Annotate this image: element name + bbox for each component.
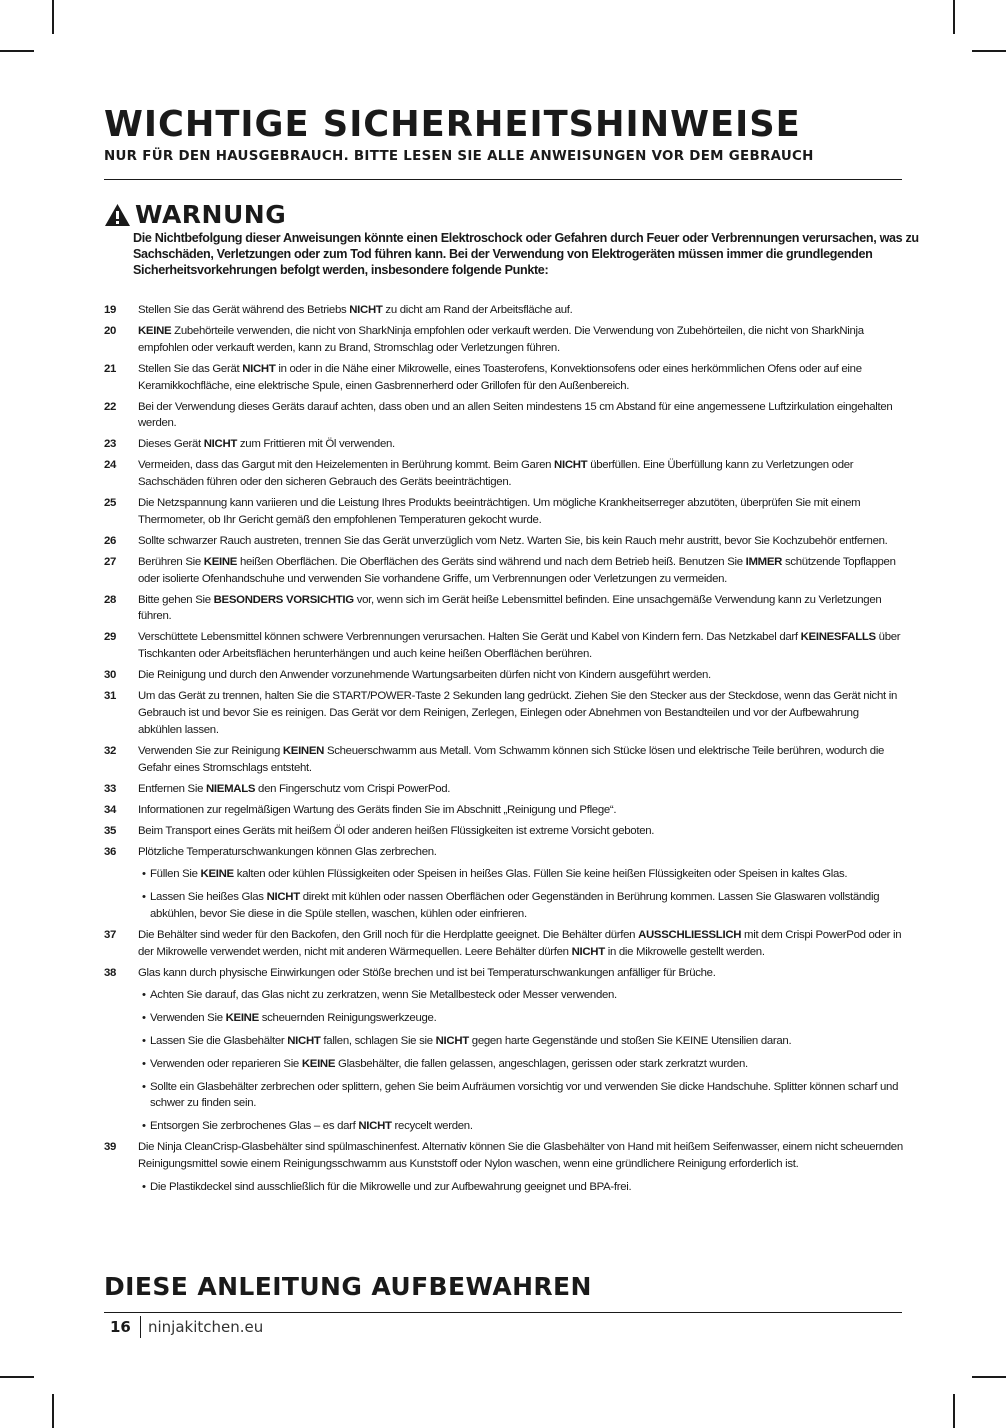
item-text: Sollte schwarzer Rauch austreten, trennen Sie das Gerät unverzüglich vom Netz. Warten Sie, bis kein Rauch mehr austritt, bevor Sie Kochzubehör entfernen.: [138, 534, 888, 547]
emphasis-text: KEINE: [200, 868, 234, 881]
item-number: 28: [104, 593, 117, 606]
bullet-dot-icon: •: [142, 1057, 146, 1070]
item-number: 24: [104, 459, 117, 472]
item-number: 27: [104, 555, 117, 568]
emphasis-text: NICHT: [435, 1035, 469, 1048]
bullet-dot-icon: •: [142, 1080, 146, 1093]
item-number: 31: [104, 690, 117, 703]
item-number: 26: [104, 534, 117, 547]
bullet-item: • Verwenden oder reparieren Sie KEINE Glasbehälter, die fallen gelassen, angeschlagen, gerissen oder stark zerkratzt wurden.: [138, 1056, 904, 1073]
emphasis-text: KEINE: [203, 555, 238, 568]
item-text: Informationen zur regelmäßigen Wartung des Geräts finden Sie im Abschnitt „Reinigung und Pflege“.: [138, 803, 617, 816]
header-divider: [104, 179, 902, 180]
list-item: [104, 823, 904, 840]
item-number: 21: [104, 362, 117, 375]
bullet-dot-icon: •: [142, 989, 146, 1002]
bullet-dot-icon: •: [142, 1120, 146, 1133]
bullet-item: • Achten Sie darauf, das Glas nicht zu zerkratzen, wenn Sie Metallbesteck oder Messer verwenden.: [138, 987, 904, 1004]
emphasis-text: NIEMALS: [206, 782, 256, 795]
item-text: Verschüttete Lebensmittel können schwere Verbrennungen verursachen. Halten Sie Gerät und Kabel von Kindern fern. Das Netzkabel darf KEINESFALLS über Tischkanten oder Arbeitsflächen herunterhängen und auch keine heißen Oberflächen berühren.: [138, 631, 901, 661]
list-item: [104, 743, 904, 777]
item-text: Dieses Gerät NICHT zum Frittieren mit Öl verwenden.: [138, 438, 395, 451]
item-number: 38: [104, 966, 117, 979]
list-item: [104, 629, 904, 663]
bullet-dot-icon: •: [142, 1012, 146, 1025]
item-text: KEINE Zubehörteile verwenden, die nicht von SharkNinja empfohlen oder verkauft werden. Die Verwendung von Zubehörteilen, die nicht von SharkNinja empfohlen oder verkauft werden, kann zu Brand, Stromschlag oder Verletzungen führen.: [138, 324, 864, 354]
list-item: [104, 1139, 904, 1195]
item-number: 33: [104, 782, 117, 795]
list-item: [104, 457, 904, 491]
website-link[interactable]: ninjakitchen.eu: [148, 1318, 264, 1336]
emphasis-text: NICHT: [358, 1120, 392, 1133]
item-text: Entfernen Sie NIEMALS den Fingerschutz vom Crispi PowerPod.: [138, 782, 451, 795]
footer-title: DIESE ANLEITUNG AUFBEWAHREN: [104, 1272, 592, 1301]
safety-instructions-list: [104, 302, 904, 1200]
emphasis-text: NICHT: [554, 459, 588, 472]
page-title: WICHTIGE SICHERHEITSHINWEISE: [104, 104, 801, 145]
crop-mark: [0, 1376, 34, 1378]
bullet-item: • Lassen Sie heißes Glas NICHT direkt mit kühlen oder nassen Oberflächen oder Gegenständen in Berührung kommen. Lassen Sie Glaswaren vollständig abkühlen, bevor Sie diese in die Spüle stellen, waschen, kühlen oder einfrieren.: [138, 889, 904, 923]
list-item: [104, 399, 904, 433]
item-text: Berühren Sie KEINE heißen Oberflächen. Die Oberflächen des Geräts sind während und nach dem Betrieb heiß. Benutzen Sie IMMER schützende Topflappen oder isolierte Ofenhandschuhe und verwenden Sie vorhandene Griffe, um Verbrennungen oder Verletzungen zu vermeiden.: [138, 555, 896, 585]
list-item: [104, 927, 904, 961]
list-item: [104, 667, 904, 684]
emphasis-text: KEINE: [138, 324, 172, 337]
bullet-item: • Lassen Sie die Glasbehälter NICHT fallen, schlagen Sie sie NICHT gegen harte Gegenstände und stoßen Sie KEINE Utensilien daran.: [138, 1033, 904, 1050]
warning-title: WARNUNG: [135, 200, 287, 229]
footer-divider: [104, 1312, 902, 1313]
list-item: [104, 802, 904, 819]
bullet-dot-icon: •: [142, 1035, 146, 1048]
emphasis-text: BESONDERS VORSICHTIG: [213, 593, 354, 606]
list-item: [104, 436, 904, 453]
list-item: [104, 965, 904, 1135]
list-item: [104, 302, 904, 319]
item-text: Die Behälter sind weder für den Backofen, den Grill noch für die Herdplatte geeignet. Die Behälter dürfen AUSSCHLIESSLICH mit dem Crispi PowerPod oder in der Mikrowelle verwendet werden, nicht mit anderen Wärmequellen. Leere Behälter dürfen NICHT in die Mikrowelle gestellt werden.: [138, 928, 902, 958]
list-item: [104, 688, 904, 738]
emphasis-text: KEINEN: [282, 744, 325, 757]
bullet-dot-icon: •: [142, 1180, 146, 1193]
item-text: Um das Gerät zu trennen, halten Sie die START/POWER-Taste 2 Sekunden lang gedrückt. Ziehen Sie den Stecker aus der Steckdose, wenn das Gerät nicht in Gebrauch ist und bevor Sie es reinigen. Das Gerät vor dem Reinigen, Zerlegen, Einlegen oder Abnehmen von Bestandteilen und vor der Aufbewahrung abkühlen lassen.: [138, 690, 897, 736]
emphasis-text: NICHT: [242, 362, 276, 375]
crop-mark: [52, 1394, 54, 1428]
crop-mark: [52, 0, 54, 34]
list-item: [104, 533, 904, 550]
bullet-item: • Verwenden Sie KEINE scheuernden Reinigungswerkzeuge.: [138, 1010, 904, 1027]
item-number: 30: [104, 669, 117, 682]
page-subtitle: NUR FÜR DEN HAUSGEBRAUCH. BITTE LESEN SIE ALLE ANWEISUNGEN VOR DEM GEBRAUCH: [104, 149, 814, 164]
item-number: 37: [104, 928, 117, 941]
crop-mark: [972, 1376, 1006, 1378]
item-number: 29: [104, 631, 117, 644]
emphasis-text: KEINE: [301, 1057, 336, 1070]
list-item: [104, 781, 904, 798]
footer-separator: [140, 1316, 141, 1338]
emphasis-text: KEINE: [225, 1012, 259, 1025]
bullet-dot-icon: •: [142, 868, 146, 881]
item-text: Glas kann durch physische Einwirkungen oder Stöße brechen und ist bei Temperaturschwankungen anfälliger für Brüche. • Achten Sie darauf, das Glas nicht zu zerkratzen, wenn Sie Metallbesteck oder Messer verwenden. • Verwenden Sie KEINE scheuernden Reinigungswerkzeuge. • Lassen Sie die Glasbehälter NICHT fallen, schlagen Sie sie NICHT gegen harte Gegenstände und stoßen Sie KEINE Utensilien daran. • Verwenden oder reparieren Sie KEINE Glasbehälter, die fallen gelassen, angeschlagen, gerissen oder stark zerkratzt wurden. • Sollte ein Glasbehälter zerbrechen oder splittern, gehen Sie beim Aufräumen vorsichtig vor und verwenden Sie dicke Handschuhe. Splitter können scharf und schwer zu finden sein. • Entsorgen Sie zerbrochenes Glas – es darf NICHT recycelt werden.: [138, 965, 904, 1135]
emphasis-text: KEINESFALLS: [800, 631, 876, 644]
item-number: 39: [104, 1141, 117, 1154]
emphasis-text: IMMER: [745, 555, 783, 568]
item-text: Stellen Sie das Gerät während des Betriebs NICHT zu dicht am Rand der Arbeitsfläche auf.: [138, 304, 573, 316]
list-item: [104, 844, 904, 923]
emphasis-text: NICHT: [203, 438, 238, 451]
item-text: Plötzliche Temperaturschwankungen können Glas zerbrechen. • Füllen Sie KEINE kalten oder kühlen Flüssigkeiten oder Speisen in heißes Glas. Füllen Sie keine heißen Flüssigkeiten oder Speisen in kaltes Glas. • Lassen Sie heißes Glas NICHT direkt mit kühlen oder nassen Oberflächen oder Gegenständen in Berührung kommen. Lassen Sie Glaswaren vollständig abkühlen, bevor Sie diese in die Spüle stellen, waschen, kühlen oder einfrieren.: [138, 844, 904, 923]
item-number: 22: [104, 400, 117, 413]
item-text: Die Netzspannung kann variieren und die Leistung Ihres Produkts beeinträchtigen. Um mögliche Krankheitserreger abzutöten, überprüfen Sie mit einem Thermometer, ob Ihr Gericht gemäß den empfohlenen Temperaturen gekocht wurde.: [138, 497, 861, 526]
item-number: 25: [104, 497, 117, 510]
bullet-item: • Sollte ein Glasbehälter zerbrechen oder splittern, gehen Sie beim Aufräumen vorsichtig vor und verwenden Sie dicke Handschuhe. Splitter können scharf und schwer zu finden sein.: [138, 1079, 904, 1113]
warning-text: Die Nichtbefolgung dieser Anweisungen könnte einen Elektroschock oder Gefahren durch Feuer oder Verbrennungen verursachen, was zu Sachschäden, Verletzungen oder zum Tod führen kann. Bei der Verwendung von Elektrogeräten müssen immer die grundlegenden Sicherheitsvorkehrungen befolgt werden, insbesondere folgende Punkte:: [133, 231, 919, 277]
crop-mark: [0, 50, 34, 52]
item-text: Stellen Sie das Gerät NICHT in oder in die Nähe einer Mikrowelle, eines Toasterofens, Konvektionsofens oder eines herkömmlichen Ofens oder auf eine Keramikkochfläche, eine elektrische Spule, einen Gasbrennerherd oder Grillofen für den Außenbereich.: [138, 362, 862, 392]
warning-heading: [104, 200, 286, 229]
emphasis-text: NICHT: [349, 304, 383, 316]
item-number: 32: [104, 744, 117, 757]
page-number: 16: [110, 1318, 131, 1336]
item-text: Die Ninja CleanCrisp-Glasbehälter sind spülmaschinenfest. Alternativ können Sie die Glasbehälter von Hand mit heißem Seifenwasser, einem nicht scheuernden Reinigungsmittel sowie einem Reinigungsschwamm aus Kunststoff oder Nylon waschen, wenn eine gründlichere Reinigung erforderlich ist. • Die Plastikdeckel sind ausschließlich für die Mikrowelle und zur Aufbewahrung geeignet und BPA-frei.: [138, 1139, 904, 1195]
emphasis-text: NICHT: [266, 891, 300, 904]
list-item: [104, 554, 904, 588]
crop-mark: [972, 50, 1006, 52]
item-number: 34: [104, 803, 117, 816]
bullet-item: • Entsorgen Sie zerbrochenes Glas – es darf NICHT recycelt werden.: [138, 1118, 904, 1135]
bullet-item: • Die Plastikdeckel sind ausschließlich für die Mikrowelle und zur Aufbewahrung geeignet und BPA-frei.: [138, 1179, 904, 1196]
item-text: Bei der Verwendung dieses Geräts darauf achten, dass oben und an allen Seiten mindestens 15 cm Abstand für eine angemessene Luftzirkulation eingehalten werden.: [138, 400, 893, 430]
bullet-dot-icon: •: [142, 891, 146, 904]
emphasis-text: NICHT: [287, 1035, 321, 1048]
item-text: Die Reinigung und durch den Anwender vorzunehmende Wartungsarbeiten dürfen nicht von Kindern ausgeführt werden.: [138, 669, 711, 682]
list-item: [104, 323, 904, 357]
item-text: Verwenden Sie zur Reinigung KEINEN Scheuerschwamm aus Metall. Vom Schwamm können sich Stücke lösen und elektrische Teile berühren, wodurch die Gefahr eines Stromschlags entsteht.: [138, 744, 885, 774]
item-number: 23: [104, 438, 117, 451]
emphasis-text: AUSSCHLIESSLICH: [638, 928, 742, 941]
warning-triangle-icon: [104, 203, 131, 227]
bullet-item: • Füllen Sie KEINE kalten oder kühlen Flüssigkeiten oder Speisen in heißes Glas. Füllen Sie keine heißen Flüssigkeiten oder Speisen in kaltes Glas.: [138, 866, 904, 883]
item-number: 36: [104, 845, 117, 858]
item-number: 35: [104, 824, 117, 837]
crop-mark: [953, 0, 955, 34]
item-text: Beim Transport eines Geräts mit heißem Öl oder anderen heißen Flüssigkeiten ist extreme Vorsicht geboten.: [138, 824, 655, 837]
list-item: [104, 592, 904, 626]
list-item: [104, 361, 904, 395]
item-number: 19: [104, 304, 117, 316]
item-number: 20: [104, 324, 117, 337]
item-text: Bitte gehen Sie BESONDERS VORSICHTIG vor, wenn sich im Gerät heiße Lebensmittel befinden. Eine unsachgemäße Verwendung kann zu Verletzungen führen.: [138, 593, 882, 623]
item-text: Vermeiden, dass das Gargut mit den Heizelementen in Berührung kommt. Beim Garen NICHT überfüllen. Eine Überfüllung kann zu Verletzungen oder Sachschäden führen oder den sicheren Gebrauch des Geräts beeinträchtigen.: [138, 459, 854, 489]
crop-mark: [953, 1394, 955, 1428]
emphasis-text: NICHT: [571, 945, 605, 958]
list-item: [104, 495, 904, 529]
